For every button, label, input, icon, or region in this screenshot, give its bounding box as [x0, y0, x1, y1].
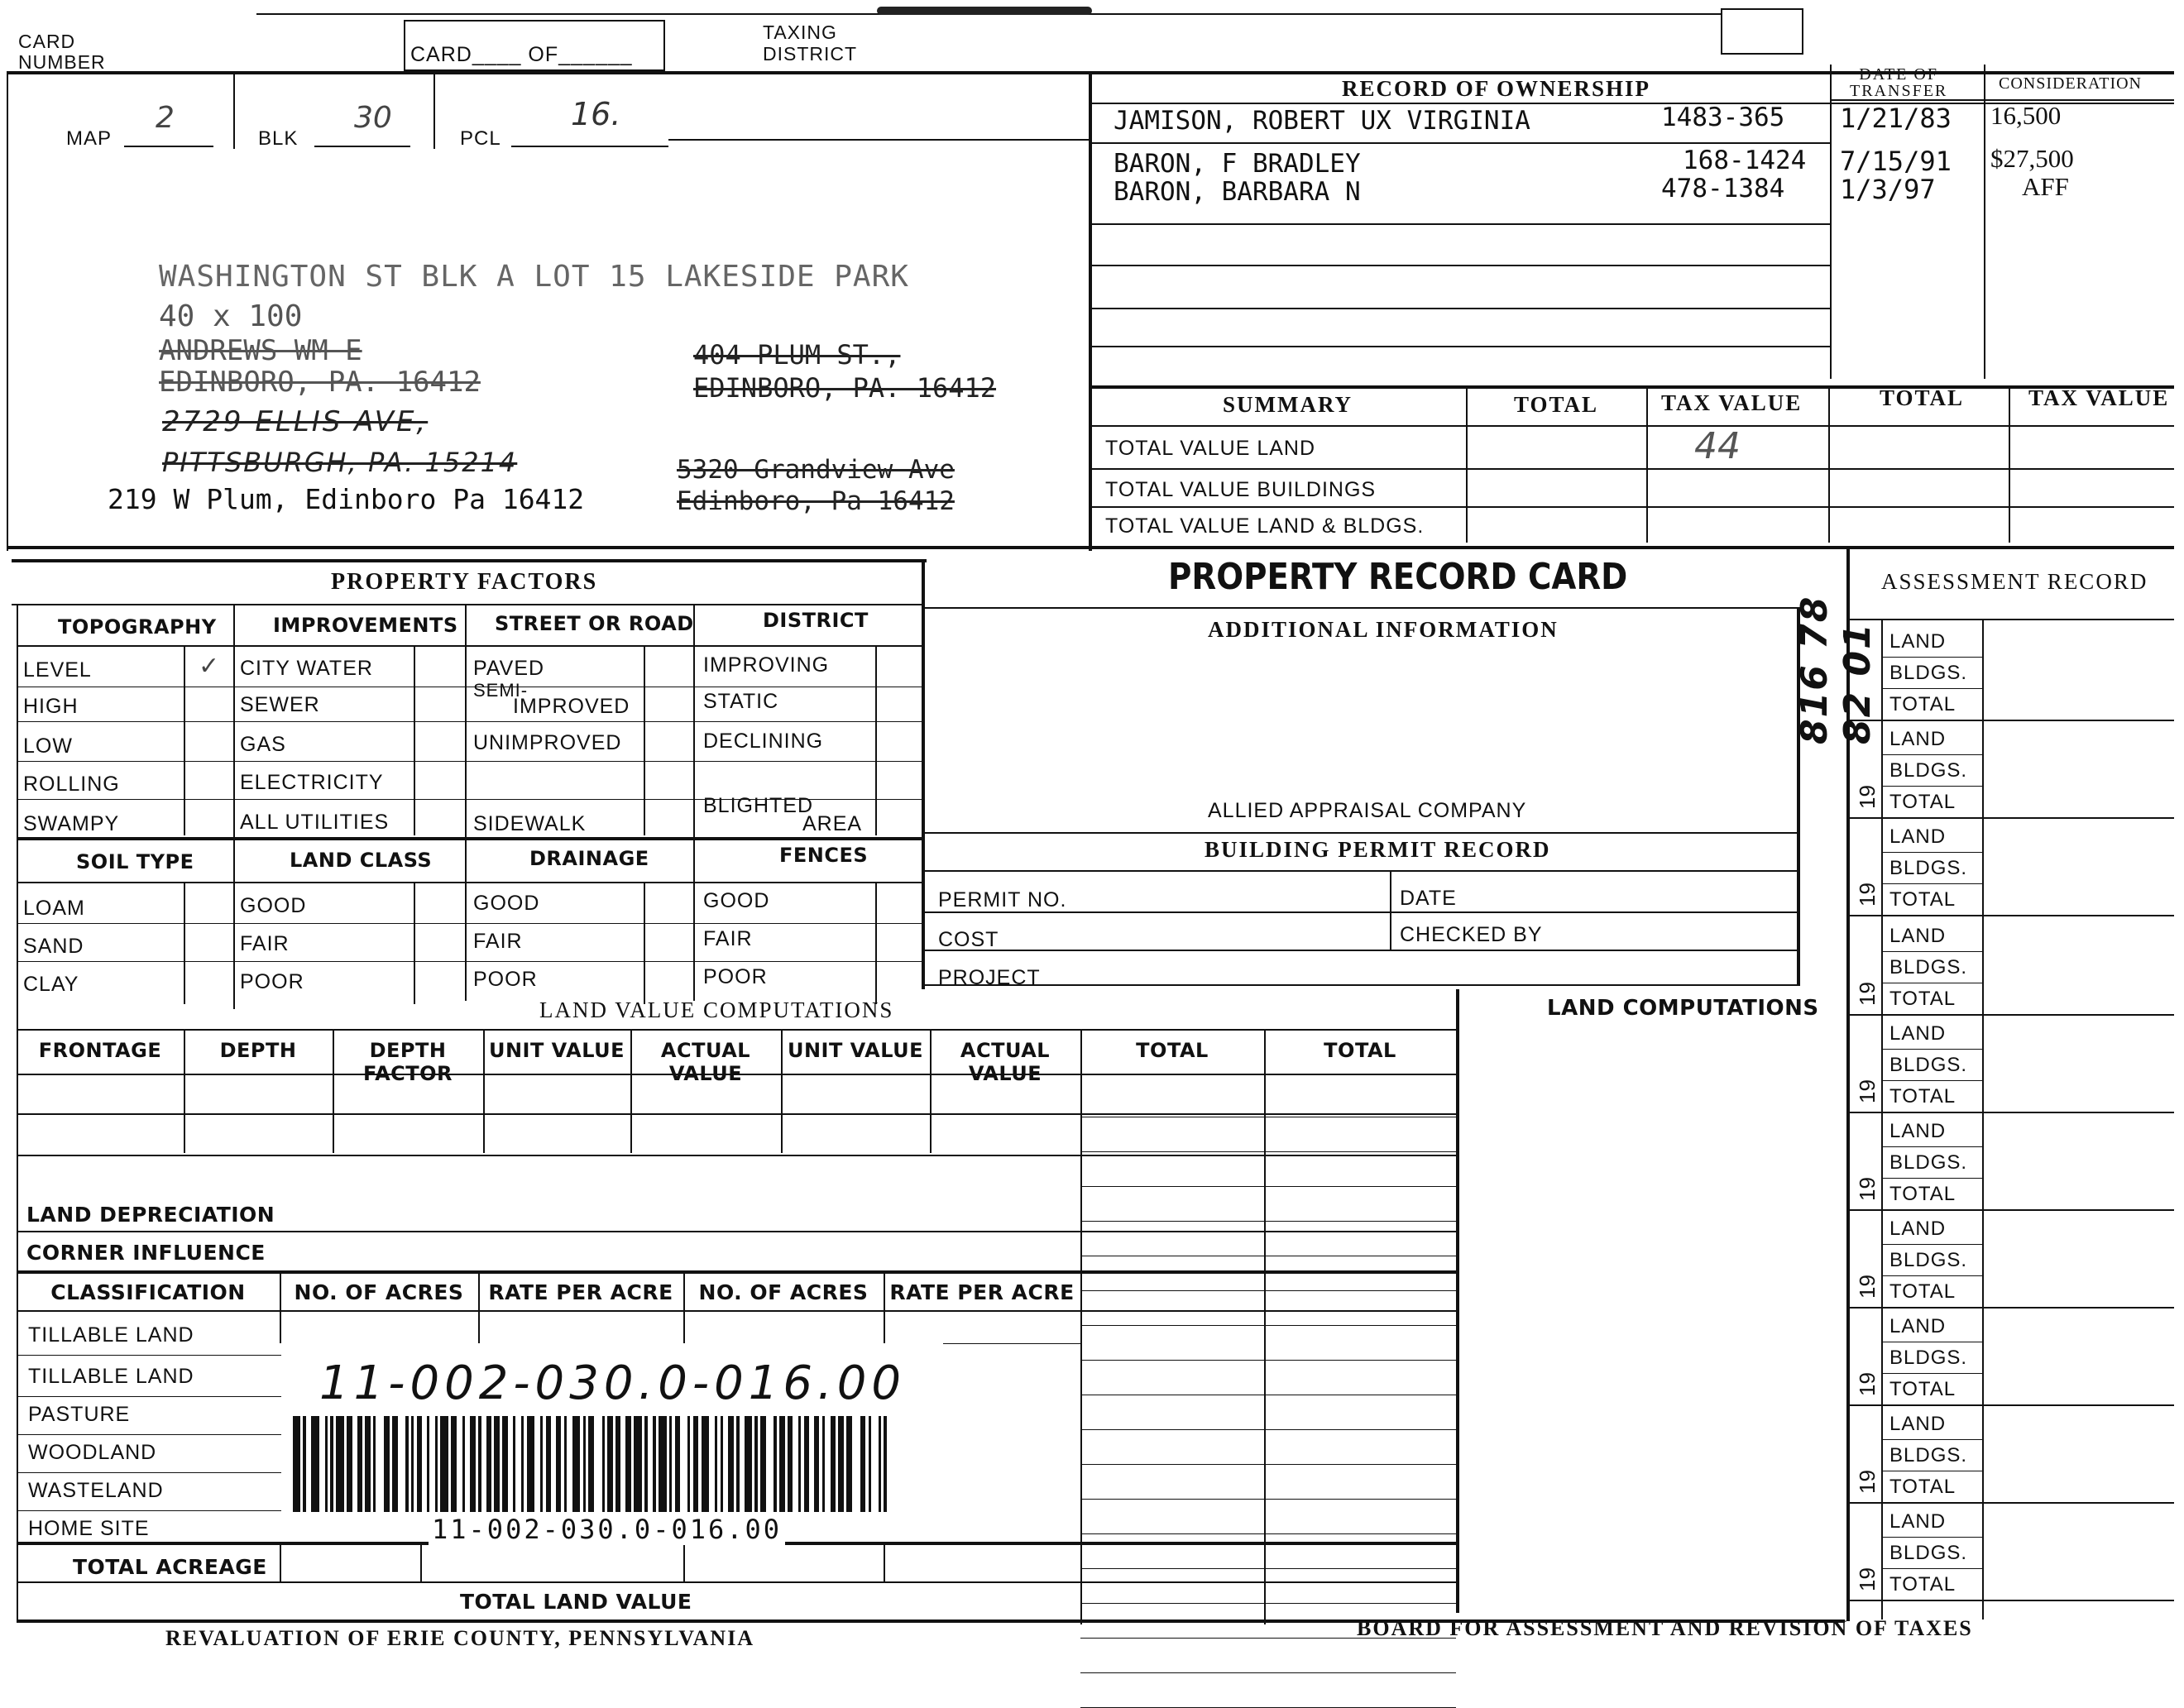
assessment-year-prefix: 19 — [1855, 1275, 1880, 1299]
barcode-bar — [502, 1416, 505, 1512]
barcode-bar — [659, 1416, 663, 1512]
soil-sand: SAND — [23, 935, 84, 958]
barcode-bar — [521, 1416, 524, 1512]
struck-address-d: Edinboro, Pa 16412 — [677, 486, 955, 516]
barcode-bar — [470, 1416, 473, 1512]
assessment-bldgs-5: BLDGS. — [1889, 1054, 1968, 1076]
barcode-bar — [395, 1416, 398, 1512]
assessment-total-9: TOTAL — [1889, 1476, 1956, 1498]
struck-owner-city: EDINBORO, PA. 16412 — [159, 366, 481, 399]
barcode-bar — [546, 1416, 548, 1512]
barcode-bar — [505, 1416, 508, 1512]
consideration-header: CONSIDERATION — [1999, 74, 2142, 93]
barcode-bar — [863, 1416, 865, 1512]
topography-high: HIGH — [23, 695, 79, 718]
district-static: STATIC — [703, 690, 779, 713]
barcode-bar — [341, 1416, 344, 1512]
land-value-header-8: TOTAL — [1136, 1039, 1209, 1062]
barcode-bar — [330, 1416, 333, 1512]
struck-handwritten-b: PITTSBURGH, PA. 15214 — [162, 447, 518, 478]
barcode-bar — [435, 1416, 438, 1512]
barcode-bar — [496, 1416, 500, 1512]
district-area: AREA — [802, 812, 863, 835]
struck-address-c: 5320 Grandview Ave — [677, 455, 955, 485]
assessment-land-10: LAND — [1889, 1510, 1947, 1533]
barcode-bar — [869, 1416, 871, 1512]
barcode-bar — [314, 1416, 319, 1512]
owner-book-page: 168-1424 — [1683, 146, 1807, 175]
barcode-bar — [760, 1416, 763, 1512]
assessment-total-5: TOTAL — [1889, 1085, 1956, 1108]
transfer-date: 1/21/83 — [1840, 103, 1952, 134]
taxing-district-label: TAXING DISTRICT — [763, 22, 858, 65]
assessment-land-8: LAND — [1889, 1315, 1947, 1337]
barcode-bar — [615, 1416, 620, 1512]
barcode-bar — [392, 1416, 395, 1512]
corner-box — [1721, 8, 1803, 55]
land-value-header-1: FRONTAGE — [38, 1039, 162, 1062]
summary-total-header-2: TOTAL — [1880, 385, 1965, 410]
land-class-fair: FAIR — [240, 932, 290, 955]
barcode-bar — [583, 1416, 586, 1512]
barcode-bar — [478, 1416, 481, 1512]
barcode-bar — [750, 1416, 752, 1512]
transfer-date: 7/15/91 — [1840, 146, 1952, 177]
assessment-land-9: LAND — [1889, 1413, 1947, 1435]
assessment-total-10: TOTAL — [1889, 1573, 1956, 1596]
summary-row-buildings: TOTAL VALUE BUILDINGS — [1105, 478, 1377, 501]
barcode-bar — [846, 1416, 850, 1512]
assessment-total-6: TOTAL — [1889, 1183, 1956, 1205]
total-land-value-label: TOTAL LAND VALUE — [460, 1590, 692, 1614]
permit-date-label: DATE — [1400, 887, 1457, 910]
pcl-value: 16. — [571, 96, 621, 132]
barcode-bar — [669, 1416, 672, 1512]
classification-header-2: NO. OF ACRES — [294, 1280, 464, 1304]
assessment-year-prefix: 19 — [1855, 1177, 1880, 1201]
barcode-bar — [675, 1416, 678, 1512]
fences-fair: FAIR — [703, 927, 753, 950]
consideration-value: $27,500 — [1990, 144, 2074, 173]
assessment-bldgs-2: BLDGS. — [1889, 759, 1968, 782]
barcode-bar — [443, 1416, 448, 1512]
barcode-bar — [788, 1416, 793, 1512]
assessment-land-6: LAND — [1889, 1120, 1947, 1142]
owner-name: BARON, BARBARA N — [1114, 177, 1361, 207]
barcode-bar — [556, 1416, 558, 1512]
barcode-bar — [454, 1416, 457, 1512]
assessment-total-8: TOTAL — [1889, 1378, 1956, 1400]
topography-swampy: SWAMPY — [23, 812, 120, 835]
permit-cost-label: COST — [938, 928, 999, 951]
assessment-bldgs-10: BLDGS. — [1889, 1542, 1968, 1564]
assessment-land-5: LAND — [1889, 1022, 1947, 1045]
topography-level: LEVEL — [23, 658, 92, 682]
barcode-bar — [405, 1416, 409, 1512]
street-paved: PAVED — [473, 657, 545, 680]
assessment-bldgs-7: BLDGS. — [1889, 1249, 1968, 1271]
soil-header: SOIL TYPE — [76, 850, 194, 873]
barcode-bar — [347, 1416, 349, 1512]
barcode-bar — [529, 1416, 534, 1512]
barcode-bar — [367, 1416, 371, 1512]
barcode-bar — [860, 1416, 863, 1512]
barcode-bar — [564, 1416, 567, 1512]
street-unimproved: UNIMPROVED — [473, 731, 622, 754]
barcode-bar — [588, 1416, 592, 1512]
drainage-fair: FAIR — [473, 930, 523, 953]
barcode-bar — [763, 1416, 766, 1512]
struck-address-b: EDINBORO, PA. 16412 — [693, 372, 997, 404]
owner-name: BARON, F BRADLEY — [1114, 149, 1361, 179]
barcode-bar — [653, 1416, 656, 1512]
transfer-date: 1/3/97 — [1840, 174, 1936, 205]
classification-row-3: PASTURE — [28, 1403, 131, 1426]
pcl-label: PCL — [460, 127, 501, 150]
land-depreciation-label: LAND DEPRECIATION — [26, 1203, 275, 1227]
blk-value: 30 — [354, 101, 392, 135]
barcode-bar — [540, 1416, 543, 1512]
assessment-total-4: TOTAL — [1889, 988, 1956, 1010]
barcode-bar — [838, 1416, 841, 1512]
barcode-bar — [527, 1416, 529, 1512]
card-of-label: CARD____ OF______ — [410, 43, 633, 66]
barcode-bar — [637, 1416, 642, 1512]
assessment-stamp: 816 78 — [1794, 595, 1836, 744]
assessment-title: ASSESSMENT RECORD — [1881, 569, 2148, 594]
current-address: 219 W Plum, Edinboro Pa 16412 — [108, 483, 585, 515]
barcode-bar — [745, 1416, 750, 1512]
assessment-bldgs-8: BLDGS. — [1889, 1347, 1968, 1369]
barcode-bar — [822, 1416, 825, 1512]
improvement-electricity: ELECTRICITY — [240, 771, 384, 794]
card-number-label: CARD NUMBER — [18, 31, 106, 73]
total-acreage-label: TOTAL ACREAGE — [73, 1555, 267, 1579]
land-value-header-7: ACTUAL VALUE — [960, 1039, 1051, 1085]
assessment-year-prefix: 19 — [1855, 1372, 1880, 1396]
barcode-bar — [731, 1416, 734, 1512]
barcode-bar — [728, 1416, 731, 1512]
district-declining: DECLINING — [703, 730, 824, 753]
barcode-bar — [696, 1416, 698, 1512]
appraisal-company: ALLIED APPRAISAL COMPANY — [1208, 799, 1527, 822]
fences-good: GOOD — [703, 889, 770, 912]
owner-book-page: 478-1384 — [1661, 174, 1785, 203]
barcode-bar — [625, 1416, 629, 1512]
barcode-bar — [629, 1416, 631, 1512]
barcode-bar — [804, 1416, 807, 1512]
assessment-land-2: LAND — [1889, 728, 1947, 750]
barcode-bar — [754, 1416, 758, 1512]
barcode-bar — [577, 1416, 580, 1512]
date-of-transfer-header: DATE OF TRANSFER — [1850, 65, 1948, 100]
footer-right: BOARD FOR ASSESSMENT AND REVISION OF TAXES — [1357, 1616, 1973, 1640]
improvement-city-water: CITY WATER — [240, 657, 373, 680]
parcel-number-handwritten: 11-002-030.0-016.00 — [314, 1356, 911, 1410]
property-factors-title: PROPERTY FACTORS — [331, 569, 598, 595]
barcode-bar — [884, 1416, 887, 1512]
district-header: DISTRICT — [763, 609, 869, 632]
barcode-bar — [702, 1416, 706, 1512]
barcode-bar — [817, 1416, 819, 1512]
street-semi: SEMI- — [473, 680, 529, 701]
assessment-total-7: TOTAL — [1889, 1280, 1956, 1303]
classification-row-4: WOODLAND — [28, 1441, 157, 1464]
classification-header-3: RATE PER ACRE — [488, 1280, 673, 1304]
summary-total-header: TOTAL — [1514, 392, 1599, 417]
barcode-bar — [440, 1416, 443, 1512]
fences-poor: POOR — [703, 965, 768, 988]
barcode-bar — [325, 1416, 328, 1512]
barcode-bar — [365, 1416, 367, 1512]
barcode-bar — [451, 1416, 454, 1512]
barcode-bar — [293, 1416, 298, 1512]
assessment-year-prefix: 19 — [1855, 785, 1880, 809]
barcode-bar — [774, 1416, 777, 1512]
assessment-year-prefix: 19 — [1855, 1567, 1880, 1591]
fences-header: FENCES — [779, 844, 869, 867]
barcode-bar — [494, 1416, 496, 1512]
assessment-year-prefix: 19 — [1855, 982, 1880, 1006]
map-value: 2 — [156, 101, 175, 135]
barcode-bar — [644, 1416, 648, 1512]
barcode-bar — [736, 1416, 740, 1512]
land-value-header-9: TOTAL — [1324, 1039, 1396, 1062]
barcode-bar — [715, 1416, 717, 1512]
topography-check: ✓ — [199, 653, 220, 680]
consideration-value: 16,500 — [1990, 101, 2062, 130]
barcode-bar — [548, 1416, 551, 1512]
street-sidewalk: SIDEWALK — [473, 812, 587, 835]
property-record-card-title: PROPERTY RECORD CARD — [1168, 556, 1628, 598]
barcode-bar — [693, 1416, 696, 1512]
barcode-bar — [779, 1416, 782, 1512]
permit-no-label: PERMIT NO. — [938, 888, 1067, 911]
scan-smudge — [877, 7, 1092, 15]
classification-row-1: TILLABLE LAND — [28, 1323, 194, 1347]
classification-header-1: CLASSIFICATION — [50, 1280, 246, 1304]
assessment-total-3: TOTAL — [1889, 888, 1956, 911]
consideration-value: AFF — [2022, 172, 2069, 201]
barcode-bar — [678, 1416, 680, 1512]
barcode-bar — [384, 1416, 386, 1512]
classification-header-4: NO. OF ACRES — [698, 1280, 869, 1304]
district-improving: IMPROVING — [703, 653, 830, 677]
barcode-bar — [687, 1416, 690, 1512]
barcode-bar — [473, 1416, 476, 1512]
assessment-total-1: TOTAL — [1889, 693, 1956, 715]
land-value-title: LAND VALUE COMPUTATIONS — [539, 998, 894, 1022]
barcode-bar — [611, 1416, 613, 1512]
barcode-bar — [831, 1416, 836, 1512]
assessment-bldgs-4: BLDGS. — [1889, 956, 1968, 978]
land-value-header-2: DEPTH — [219, 1039, 297, 1062]
land-value-header-6: UNIT VALUE — [787, 1039, 924, 1062]
topography-low: LOW — [23, 734, 73, 758]
land-value-header-5: ACTUAL VALUE — [660, 1039, 751, 1085]
improvements-header: IMPROVEMENTS — [273, 614, 458, 637]
owner-name: JAMISON, ROBERT UX VIRGINIA — [1114, 106, 1530, 136]
classification-header-5: RATE PER ACRE — [889, 1280, 1075, 1304]
barcode-bar — [634, 1416, 637, 1512]
assessment-total-2: TOTAL — [1889, 791, 1956, 813]
assessment-bldgs-3: BLDGS. — [1889, 857, 1968, 879]
map-label: MAP — [66, 127, 113, 150]
street-header: STREET OR ROAD — [495, 612, 694, 635]
topography-rolling: ROLLING — [23, 773, 120, 796]
barcode-bar — [850, 1416, 852, 1512]
barcode-bar — [336, 1416, 341, 1512]
struck-handwritten-a: 2729 ELLIS AVE, — [162, 405, 429, 438]
improvement-gas: GAS — [240, 733, 286, 756]
topography-header: TOPOGRAPHY — [58, 615, 217, 639]
classification-row-2: TILLABLE LAND — [28, 1365, 194, 1388]
owner-book-page: 1483-365 — [1661, 103, 1785, 132]
improvement-all-utilities: ALL UTILITIES — [240, 811, 390, 834]
barcode-bar — [303, 1416, 306, 1512]
footer-left: REVALUATION OF ERIE COUNTY, PENNSYLVANIA — [165, 1626, 755, 1650]
drainage-poor: POOR — [473, 968, 538, 991]
drainage-header: DRAINAGE — [529, 847, 649, 870]
barcode-bar — [607, 1416, 611, 1512]
barcode-bar — [814, 1416, 817, 1512]
barcode-bar — [349, 1416, 352, 1512]
drainage-good: GOOD — [473, 892, 540, 915]
classification-row-6: HOME SITE — [28, 1517, 150, 1540]
blk-label: BLK — [258, 127, 299, 150]
soil-loam: LOAM — [23, 897, 85, 920]
property-dimensions: 40 x 100 — [159, 299, 303, 333]
summary-tax-value-header-2: TAX VALUE — [2028, 385, 2170, 410]
barcode-bar — [386, 1416, 390, 1512]
corner-influence-label: CORNER INFLUENCE — [26, 1241, 266, 1265]
land-class-poor: POOR — [240, 970, 304, 993]
land-value-header-4: UNIT VALUE — [488, 1039, 625, 1062]
land-class-good: GOOD — [240, 894, 307, 917]
barcode-text: 11-002-030.0-016.00 — [429, 1514, 785, 1545]
barcode-bar — [417, 1416, 419, 1512]
land-computations-title: LAND COMPUTATIONS — [1547, 996, 1819, 1021]
summary-tax-value-header: TAX VALUE — [1661, 390, 1803, 415]
permit-project-label: PROJECT — [938, 966, 1041, 989]
summary-row-land: TOTAL VALUE LAND — [1105, 437, 1316, 460]
assessment-bldgs-1: BLDGS. — [1889, 662, 1968, 684]
assessment-stamp-2: 82 01 — [1837, 622, 1879, 744]
assessment-land-1: LAND — [1889, 630, 1947, 653]
street-improved: IMPROVED — [513, 695, 630, 718]
improvement-sewer: SEWER — [240, 693, 320, 716]
district-blighted: BLIGHTED — [703, 794, 814, 817]
struck-owner-name: ANDREWS WM E — [159, 334, 362, 367]
barcode-bar — [572, 1416, 577, 1512]
classification-row-5: WASTELAND — [28, 1479, 164, 1502]
barcode-bar — [462, 1416, 465, 1512]
barcode-bar — [486, 1416, 491, 1512]
assessment-year-prefix: 19 — [1855, 883, 1880, 907]
assessment-year-prefix: 19 — [1855, 1470, 1880, 1494]
barcode-bar — [841, 1416, 844, 1512]
summary-title: SUMMARY — [1223, 392, 1353, 417]
barcode-bar — [513, 1416, 515, 1512]
additional-info-title: ADDITIONAL INFORMATION — [1208, 617, 1559, 642]
assessment-year-prefix: 19 — [1855, 1079, 1880, 1103]
struck-address-a: 404 PLUM ST., — [693, 339, 901, 371]
assessment-bldgs-6: BLDGS. — [1889, 1151, 1968, 1174]
barcode-bar — [879, 1416, 881, 1512]
barcode-bar — [782, 1416, 785, 1512]
building-permit-title: BUILDING PERMIT RECORD — [1205, 837, 1551, 862]
barcode-bar — [373, 1416, 376, 1512]
barcode-bar — [663, 1416, 667, 1512]
barcode-bar — [602, 1416, 605, 1512]
barcode-bar — [427, 1416, 429, 1512]
barcode-bar — [419, 1416, 422, 1512]
barcode-bar — [798, 1416, 801, 1512]
land-value-header-3: DEPTH FACTOR — [362, 1039, 453, 1085]
permit-checked-by-label: CHECKED BY — [1400, 923, 1543, 946]
summary-handwritten-tax: 44 — [1694, 425, 1741, 467]
barcode-bar — [411, 1416, 414, 1512]
assessment-bldgs-9: BLDGS. — [1889, 1444, 1968, 1466]
soil-clay: CLAY — [23, 973, 79, 996]
property-description: WASHINGTON ST BLK A LOT 15 LAKESIDE PARK — [159, 260, 909, 294]
ownership-title: RECORD OF OWNERSHIP — [1342, 76, 1651, 101]
summary-row-land-bldgs: TOTAL VALUE LAND & BLDGS. — [1105, 514, 1425, 538]
assessment-land-7: LAND — [1889, 1218, 1947, 1240]
barcode-bar — [721, 1416, 723, 1512]
barcode-bar — [592, 1416, 594, 1512]
barcode-bar — [807, 1416, 809, 1512]
barcode-bar — [311, 1416, 314, 1512]
barcode — [291, 1414, 945, 1514]
land-class-header: LAND CLASS — [290, 849, 433, 872]
assessment-land-4: LAND — [1889, 925, 1947, 947]
barcode-bar — [298, 1416, 300, 1512]
barcode-bar — [357, 1416, 362, 1512]
assessment-land-3: LAND — [1889, 825, 1947, 848]
barcode-bar — [558, 1416, 561, 1512]
barcode-bar — [706, 1416, 709, 1512]
